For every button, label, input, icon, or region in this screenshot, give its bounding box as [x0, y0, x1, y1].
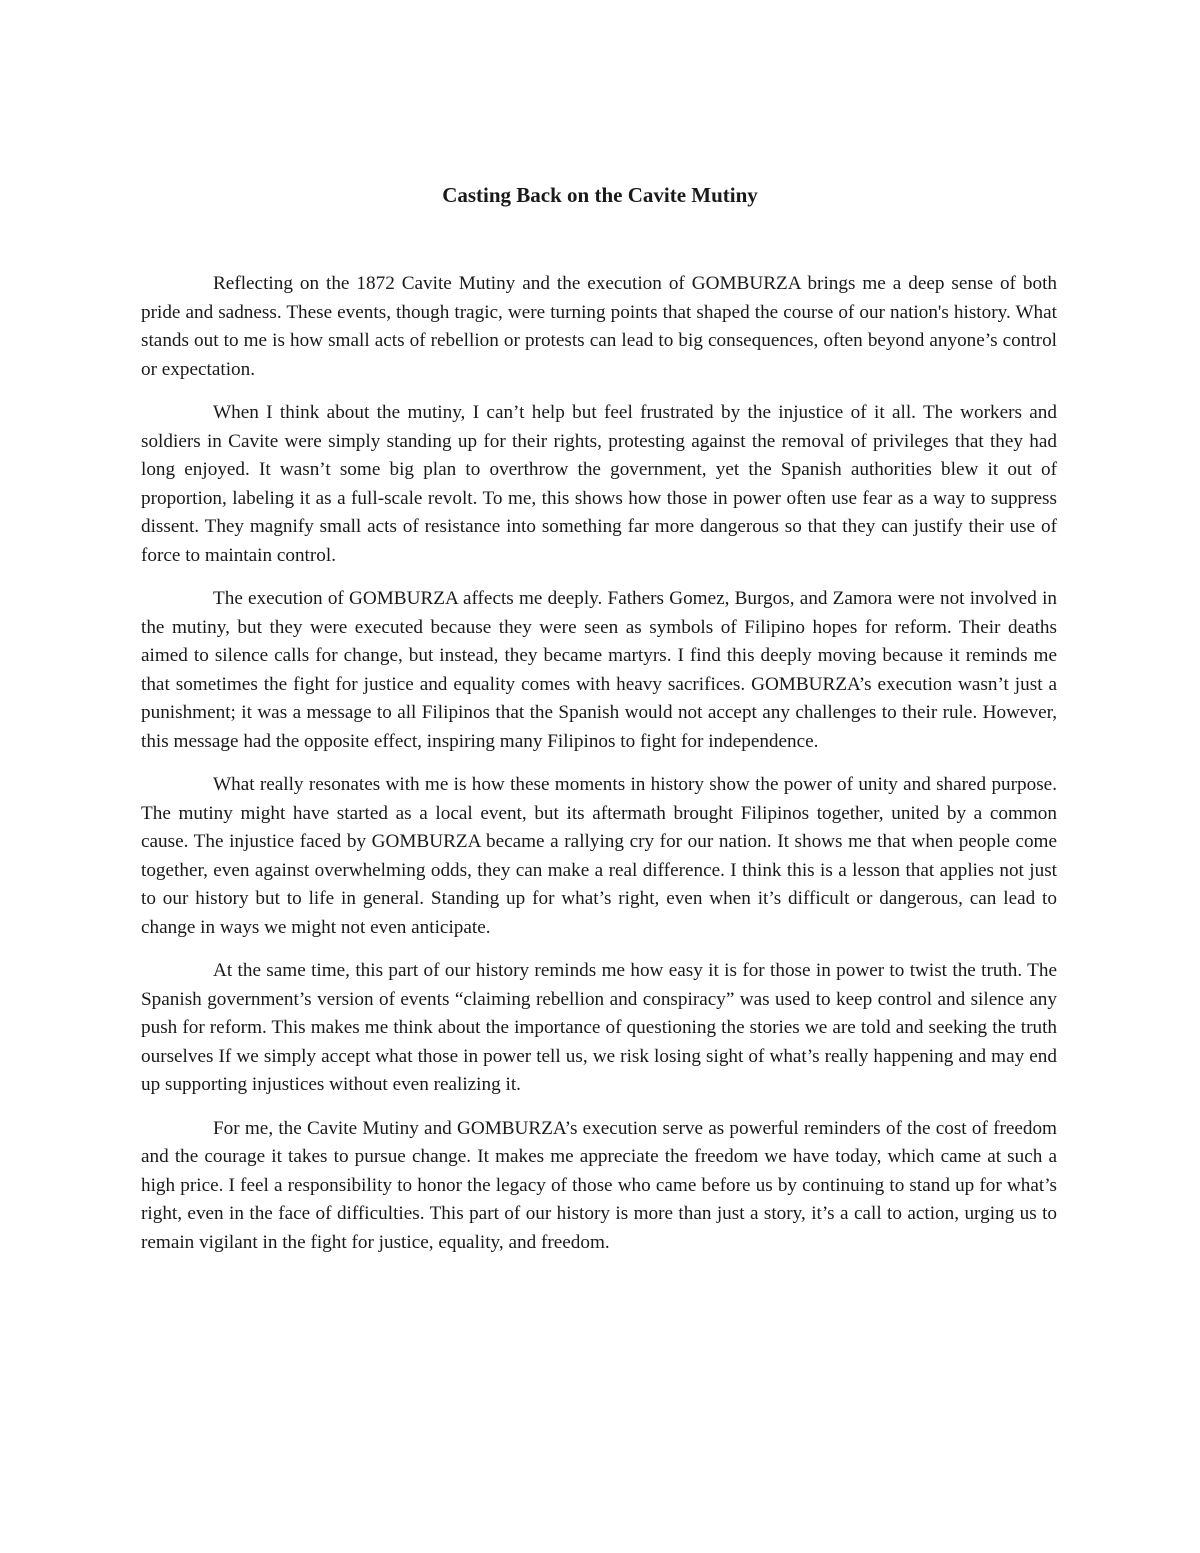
document-body: [141, 270, 1057, 1272]
paragraph-6: For me, the Cavite Mutiny and GOMBURZA’s execution serve as powerful reminders of the cost of freedom and the courage it takes to pursue change. It makes me appreciate the freedom we have today, which came at such a high price. I feel a responsibility to honor the legacy of those who came before us by continuing to stand up for what’s right, even in the face of difficulties. This part of our history is more than just a story, it’s a call to action, urging us to remain vigilant in the fight for justice, equality, and freedom.: [141, 1117, 1057, 1253]
paragraph-5: At the same time, this part of our history reminds me how easy it is for those in power to twist the truth. The Spanish government’s version of events “claiming rebellion and conspiracy” was used to keep control and silence any push for reform. This makes me think about the importance of questioning the stories we are told and seeking the truth ourselves If we simply accept what those in power tell us, we risk losing sight of what’s really happening and may end up supporting injustices without even realizing it.: [141, 960, 1057, 1095]
paragraph-4: What really resonates with me is how these moments in history show the power of unity and shared purpose. The mutiny might have started as a local event, but its aftermath brought Filipinos together, united by a common cause. The injustice faced by GOMBURZA became a rallying cry for our nation. It shows me that when people come together, even against overwhelming odds, they can make a real difference. I think this is a lesson that applies not just to our history but to life in general. Standing up for what’s right, even when it’s difficult or dangerous, can lead to change in ways we might not even anticipate.: [141, 774, 1057, 938]
paragraph-1: Reflecting on the 1872 Cavite Mutiny and the execution of GOMBURZA brings me a deep sense of both pride and sadness. These events, though tragic, were turning points that shaped the course of our nation's history. What stands out to me is how small acts of rebellion or protests can lead to big consequences, often beyond anyone’s control or expectation.: [141, 273, 1057, 380]
paragraph-3: The execution of GOMBURZA affects me deeply. Fathers Gomez, Burgos, and Zamora were not involved in the mutiny, but they were executed because they were seen as symbols of Filipino hopes for reform. Their deaths aimed to silence calls for change, but instead, they became martyrs. I find this deeply moving because it reminds me that sometimes the fight for justice and equality comes with heavy sacrifices. GOMBURZA’s execution wasn’t just a punishment; it was a message to all Filipinos that the Spanish would not accept any challenges to their rule. However, this message had the opposite effect, inspiring many Filipinos to fight for independence.: [141, 588, 1057, 752]
paragraph-2: When I think about the mutiny, I can’t help but feel frustrated by the injustice of it all. The workers and soldiers in Cavite were simply standing up for their rights, protesting against the removal of privileges that they had long enjoyed. It wasn’t some big plan to overthrow the government, yet the Spanish authorities blew it out of proportion, labeling it as a full-scale revolt. To me, this shows how those in power often use fear as a way to suppress dissent. They magnify small acts of resistance into something far more dangerous so that they can justify their use of force to maintain control.: [141, 402, 1057, 566]
document-title: Casting Back on the Cavite Mutiny: [442, 183, 758, 207]
